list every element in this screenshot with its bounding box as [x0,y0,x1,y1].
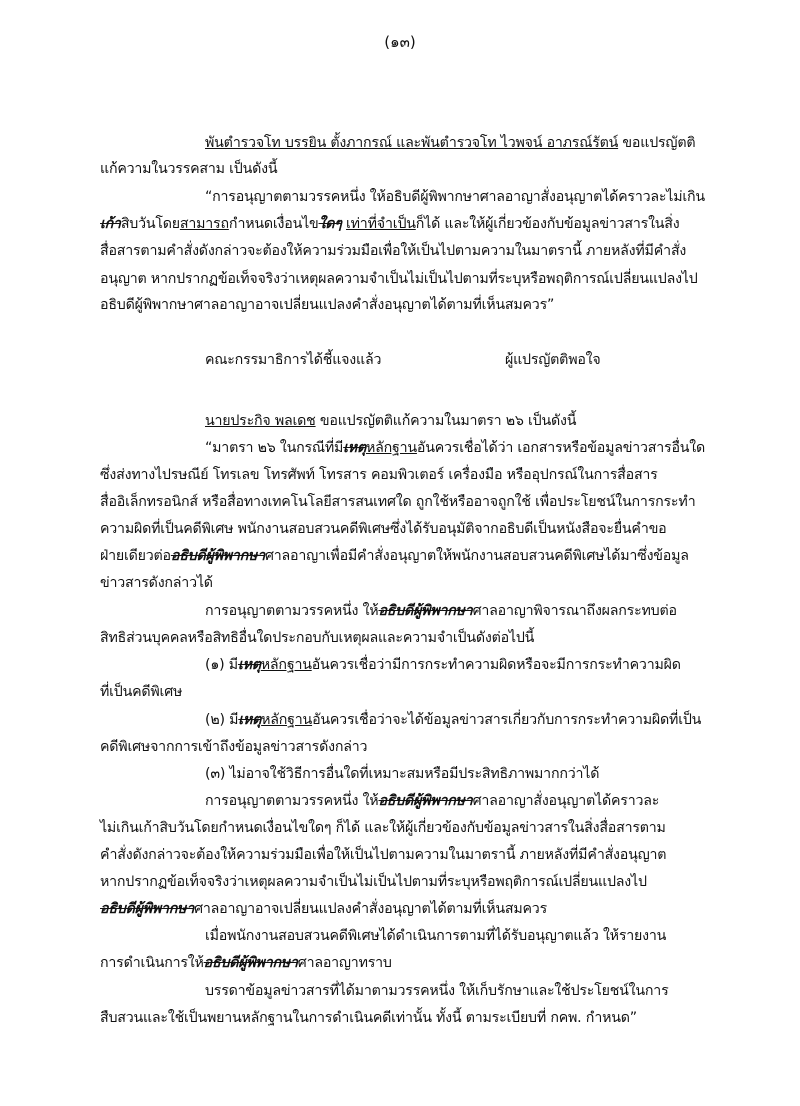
text-line [205,763,599,785]
text-segment: (๑) มี [205,657,238,673]
text-line [100,736,367,758]
text-segment: (๒) มี [205,712,239,728]
text-line [205,437,705,459]
text-segment: “การอนุญาตตามวรรคหนึ่ง ให้อธิบดีผู้พิพากษาศาลอาญาสั่งอนุญาตได้คราวละไม่เกิน [205,189,705,205]
struck-text: ใดๆ [318,216,342,232]
underlined-text: เท่าที่จำเป็น [346,216,416,232]
text-line [100,158,277,180]
text-line [205,410,576,432]
text-segment: สื่อสารตามคำสั่งดังกล่าวจะต้องให้ความร่วมมือเพื่อให้เป็นไปตามความในมาตรานี้ ภายหลังที่มีคำสั่ง [100,243,687,259]
text-line [205,186,705,208]
underlined-text: หลักฐาน [260,657,312,673]
text-segment: สื่ออิเล็กทรอนิกส์ หรือสื่อทางเทคโนโลยีสารสนเทศใด ถูกใช้หรืออาจถูกใช้ เพื่อประโยชน์ในการกระทำ [100,494,696,510]
text-line [100,213,679,235]
text-segment: แก้ความในวรรคสาม เป็นดังนี้ [100,161,278,177]
text-segment: ศาลอาญาพิจารณาถึงผลกระทบต่อ [472,603,677,619]
text-segment: ขอแปรญัตติ [618,135,696,151]
text-segment: ศาลอาญาอาจเปลี่ยนแปลงคำสั่งอนุญาตได้ตามที่เห็นสมควร [194,901,547,917]
text-segment: สิบวันโดย [120,216,180,232]
struck-text: อธิบดีผู้พิพากษา [378,603,473,619]
struck-text: อธิบดีผู้พิพากษา [378,793,473,809]
text-segment: อันควรเชื่อว่ามีการกระทำความผิดหรือจะมีการกระทำความผิด [311,657,681,673]
text-line [100,294,554,316]
page-number: (๑๓) [384,33,416,51]
text-segment: ที่เป็นคดีพิเศษ [100,684,183,700]
text-segment: (๓) ไม่อาจใช้วิธีการอื่นใดที่เหมาะสมหรือมีประสิทธิภาพมากกว่าได้ [205,766,600,782]
text-line [100,518,667,540]
text-segment: หากปรากฏข้อเท็จจริงว่าเหตุผลความจำเป็นไม่เป็นไปตามที่ระบุหรือพฤติการณ์เปลี่ยนแปลงไป [100,874,647,890]
text-segment: การอนุญาตตามวรรคหนึ่ง ให้ [205,603,379,619]
text-line [100,572,213,594]
text-segment: คดีพิเศษจากการเข้าถึงข้อมูลข่าวสารดังกล่าว [100,739,368,755]
text-segment: ไม่เกินเก้าสิบวันโดยกำหนดเงื่อนไขใดๆ ก็ได้ และให้ผู้เกี่ยวข้องกับข้อมูลข่าวสารในสิ่งสื่อสารตาม [100,820,666,836]
text-line [100,240,686,262]
struck-text: เหตุ [238,712,262,728]
text-segment: อธิบดีผู้พิพากษาศาลอาญาอาจเปลี่ยนแปลงคำสั่งอนุญาตได้ตามที่เห็นสมควร” [100,297,555,313]
underlined-text: สามารถ [179,216,229,232]
underlined-text: หลักฐาน [261,712,313,728]
text-line [100,268,698,290]
text-segment: บรรดาข้อมูลข่าวสารที่ได้มาตามวรรคหนึ่ง ให้เก็บรักษาและใช้ประโยชน์ในการ [205,983,669,999]
struck-text: เหตุ [343,440,366,456]
text-line [100,491,695,513]
text-segment: อันควรเชื่อได้ว่า เอกสารหรือข้อมูลข่าวสารอื่นใด [416,440,706,456]
text-line [100,844,666,866]
text-segment: สืบสวนและใช้เป็นพยานหลักฐานในการดำเนินคดีเท่านั้น ทั้งนี้ ตามระเบียบที่ กคพ. กำหนด” [100,1010,637,1026]
text-segment: สิทธิส่วนบุคคลหรือสิทธิอื่นใดประกอบกับเหตุผลและความจำเป็นดังต่อไปนี้ [100,630,535,646]
text-line [205,132,695,154]
text-line [100,898,547,920]
struck-text: อธิบดีผู้พิพากษา [100,901,195,917]
proposer-satisfied-note: ผู้แปรญัตติพอใจ [505,352,601,368]
text-segment: คณะกรรมาธิการได้ชี้แจงแล้ว [205,352,382,368]
text-segment: ข่าวสารดังกล่าวได้ [100,575,213,591]
text-line [205,349,381,371]
text-line [205,790,659,812]
text-line [100,871,647,893]
text-segment: ศาลอาญาทราบ [297,955,392,971]
struck-text: อธิบดีผู้พิพากษา [170,548,265,564]
text-line [205,980,669,1002]
text-segment: คำสั่งดังกล่าวจะต้องให้ความร่วมมือเพื่อให้เป็นไปตามความในมาตรานี้ ภายหลังที่มีคำสั่งอนุญาต [100,847,667,863]
text-segment: ก็ได้ และให้ผู้เกี่ยวข้องกับข้อมูลข่าวสารในสิ่ง [415,216,680,232]
text-segment: เมื่อพนักงานสอบสวนคดีพิเศษได้ดำเนินการตามที่ได้รับอนุญาตแล้ว ให้รายงาน [205,928,667,944]
text-segment: ขอแปรญัตติแก้ความในมาตรา ๒๖ เป็นดังนี้ [315,413,577,429]
text-line [100,1007,637,1029]
text-line [100,952,392,974]
text-segment: การอนุญาตตามวรรคหนึ่ง ให้ [205,793,379,809]
struck-text: อธิบดีผู้พิพากษา [203,955,298,971]
text-line [100,464,658,486]
text-line [205,925,666,947]
text-line [205,654,681,676]
text-line [205,600,677,622]
text-segment: ซึ่งส่งทางไปรษณีย์ โทรเลข โทรศัพท์ โทรสาร คอมพิวเตอร์ เครื่องมือ หรืออุปกรณ์ในการสื่อสาร [100,467,658,483]
text-line [205,709,701,731]
text-segment: ศาลอาญาเพื่อมีคำสั่งอนุญาตให้พนักงานสอบสวนคดีพิเศษได้มาซึ่งข้อมูล [264,548,689,564]
text-line [100,817,666,839]
text-segment: อันควรเชื่อว่าจะได้ข้อมูลข่าวสารเกี่ยวกับการกระทำความผิดที่เป็น [312,712,702,728]
text-segment: อนุญาต หากปรากฏข้อเท็จจริงว่าเหตุผลความจำเป็นไม่เป็นไปตามที่ระบุหรือพฤติการณ์เปลี่ยนแปลงไป [100,271,698,287]
struck-text: เก้า [100,216,121,232]
underlined-text: นายประกิจ พลเดช [205,413,316,429]
text-line [100,545,689,567]
text-segment: การดำเนินการให้ [100,955,204,971]
text-segment: ฝ่ายเดียวต่อ [100,548,171,564]
text-segment: ความผิดที่เป็นคดีพิเศษ พนักงานสอบสวนคดีพิเศษซึ่งได้รับอนุมัติจากอธิบดีเป็นหนังสือจะยื่นคำขอ [100,521,667,537]
underlined-text: พันตำรวจโท บรรยิน ตั้งภากรณ์ และพันตำรวจโท ไวพจน์ อาภรณ์รัตน์ [205,135,619,151]
text-segment: “มาตรา ๒๖ ในกรณีที่มี [205,440,344,456]
text-line [100,627,534,649]
text-segment: กำหนดเงื่อนไข [228,216,319,232]
text-line [100,681,182,703]
underlined-text: หลักฐาน [365,440,417,456]
text-segment: ศาลอาญาสั่งอนุญาตได้คราวละ [472,793,660,809]
struck-text: เหตุ [237,657,261,673]
